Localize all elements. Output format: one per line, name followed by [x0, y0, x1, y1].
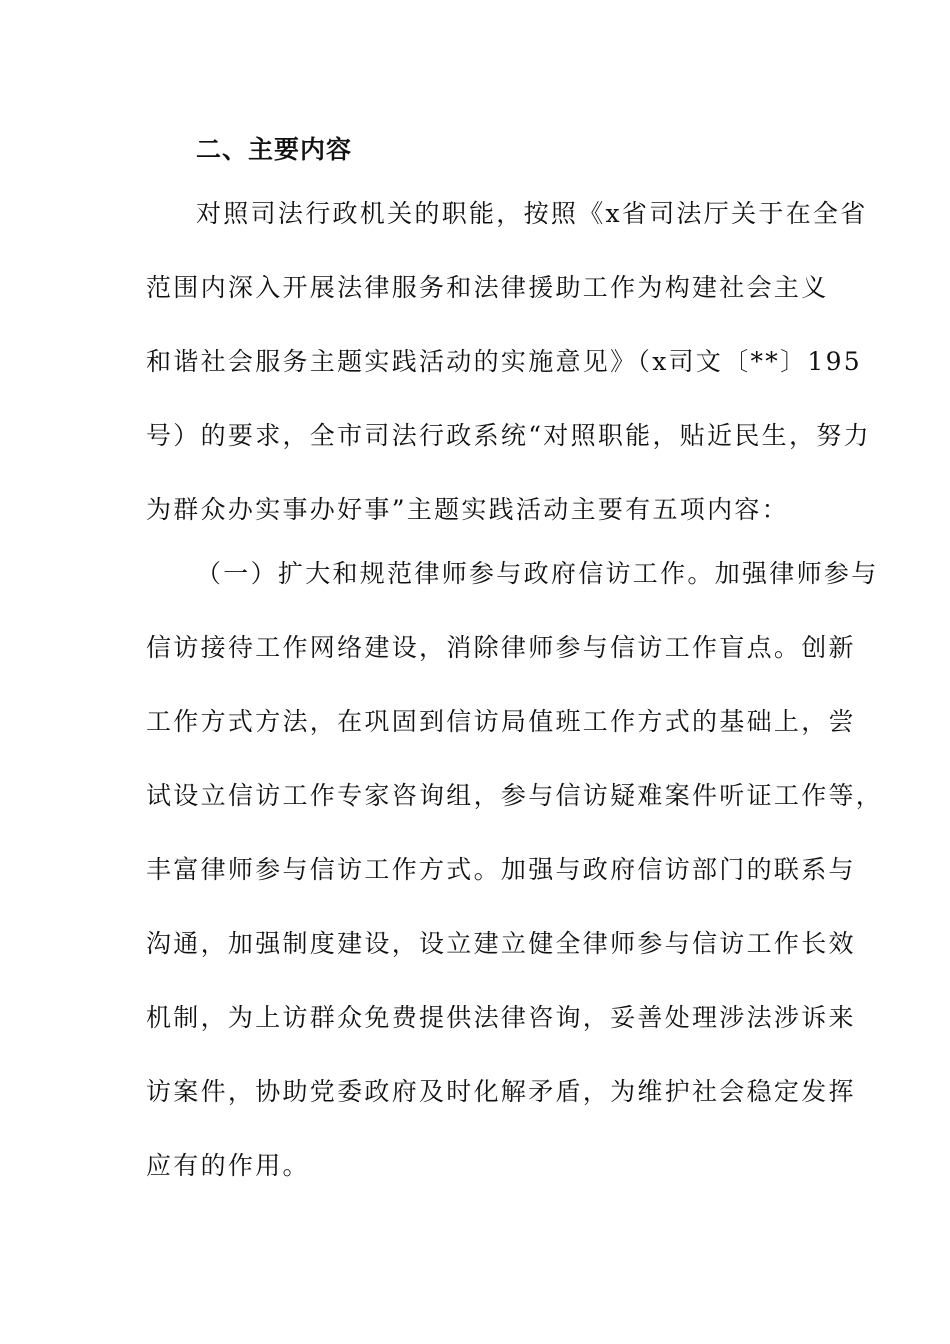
paragraph-2-line-5: 丰富律师参与信访工作方式。加强与政府信访部门的联系与	[146, 855, 856, 884]
paragraph-2-line-6: 沟通，加强制度建设，设立建立健全律师参与信访工作长效	[146, 929, 856, 958]
paragraph-2-line-8: 访案件，协助党委政府及时化解矛盾，为维护社会稳定发挥	[146, 1077, 856, 1106]
paragraph-1-line-4: 号）的要求，全市司法行政系统“对照职能，贴近民生，努力	[146, 421, 871, 450]
paragraph-2-line-1: （一）扩大和规范律师参与政府信访工作。加强律师参与	[196, 559, 879, 588]
paragraph-1-line-5: 为群众办实事办好事”主题实践活动主要有五项内容：	[146, 495, 789, 524]
paragraph-2-line-4: 试设立信访工作专家咨询组，参与信访疑难案件听证工作等，	[146, 781, 884, 810]
paragraph-2-line-3: 工作方式方法，在巩固到信访局值班工作方式的基础上，尝	[146, 707, 856, 736]
paragraph-1-line-2: 范围内深入开展法律服务和法律援助工作为构建社会主义	[146, 273, 829, 302]
paragraph-2-line-9: 应有的作用。	[146, 1151, 310, 1180]
paragraph-2-line-7: 机制，为上访群众免费提供法律咨询，妥善处理涉法涉诉来	[146, 1003, 856, 1032]
paragraph-1-line-1: 对照司法行政机关的职能，按照《x省司法厅关于在全省	[196, 199, 868, 228]
paragraph-2-line-2: 信访接待工作网络建设，消除律师参与信访工作盲点。创新	[146, 633, 856, 662]
section-heading: 二、主要内容	[196, 135, 353, 164]
paragraph-1-line-3: 和谐社会服务主题实践活动的实施意见》（x司文〔**〕195	[146, 347, 863, 376]
